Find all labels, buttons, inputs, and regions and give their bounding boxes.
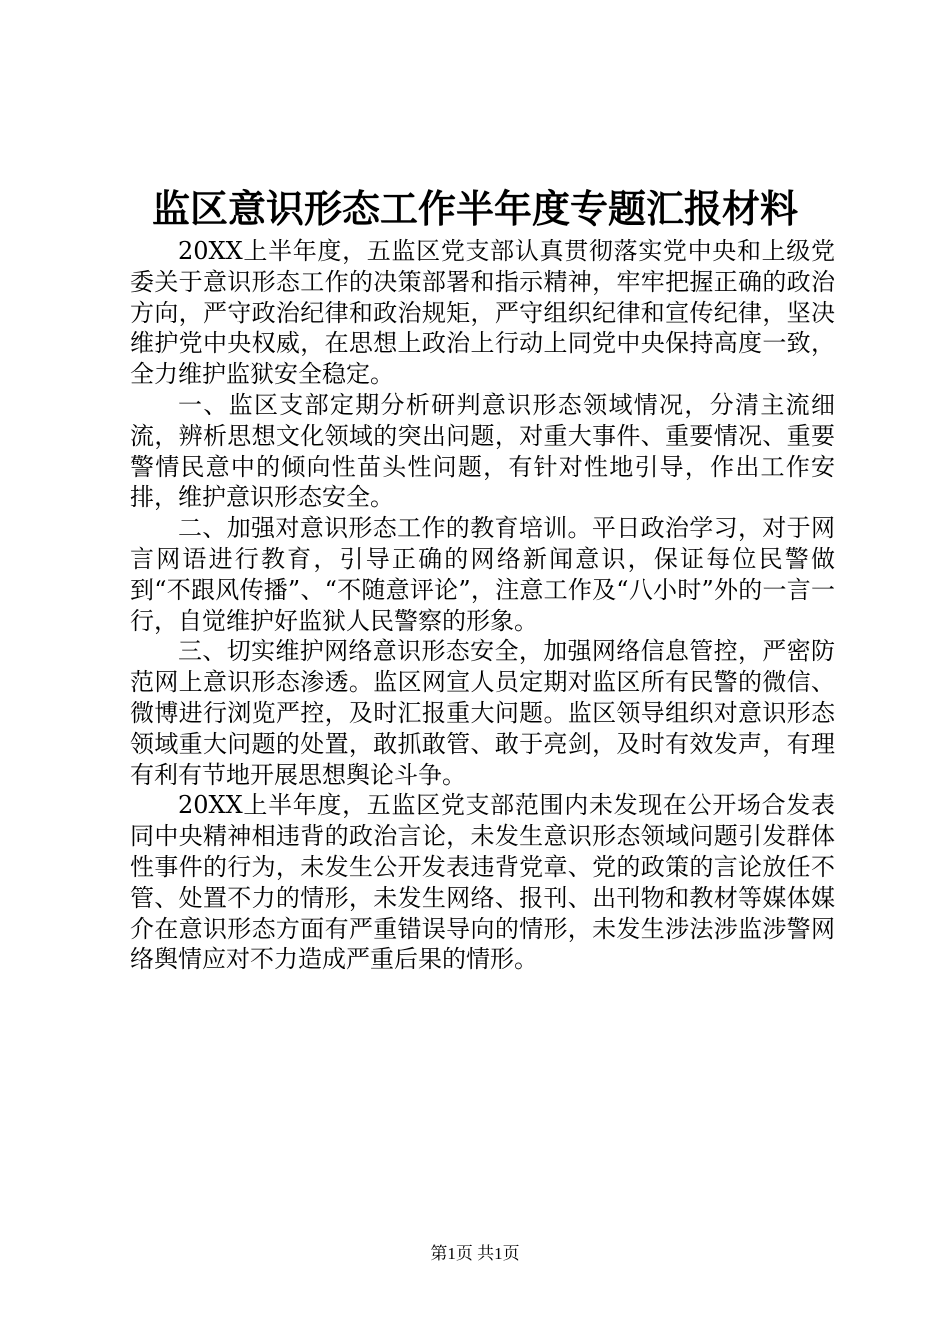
document-body	[130, 236, 835, 975]
document-title: 监区意识形态工作半年度专题汇报材料	[151, 186, 798, 231]
paragraph-point-three: 三、切实维护网络意识形态安全，加强网络信息管控，严密防范网上意识形态渗透。监区网宣人员定期对监区所有民警的微信、微博进行浏览严控，及时汇报重大问题。监区领导组织对意识形态领域重大问题的处置，敢抓敢管、敢于亮剑，及时有效发声，有理有利有节地开展思想舆论斗争。	[130, 637, 835, 789]
page-footer: 第1页 共1页	[430, 1244, 520, 1263]
paragraph-summary: 20XX上半年度，五监区党支部范围内未发现在公开场合发表同中央精神相违背的政治言论，未发生意识形态领域问题引发群体性事件的行为，未发生公开发表违背党章、党的政策的言论放任不管、处置不力的情形，未发生网络、报刊、出刊物和教材等媒体媒介在意识形态方面有严重错误导向的情形，未发生涉法涉监涉警网络舆情应对不力造成严重后果的情形。	[130, 791, 835, 974]
paragraph-intro: 20XX上半年度，五监区党支部认真贯彻落实党中央和上级党委关于意识形态工作的决策部署和指示精神，牢牢把握正确的政治方向，严守政治纪律和政治规矩，严守组织纪律和宣传纪律，坚决维护党中央权威，在思想上政治上行动上同党中央保持高度一致，全力维护监狱安全稳定。	[130, 237, 835, 389]
paragraph-point-one: 一、监区支部定期分析研判意识形态领域情况，分清主流细流，辨析思想文化领域的突出问题，对重大事件、重要情况、重要警情民意中的倾向性苗头性问题，有针对性地引导，作出工作安排，维护意识形态安全。	[130, 390, 835, 512]
paragraph-point-two: 二、加强对意识形态工作的教育培训。平日政治学习，对于网言网语进行教育，引导正确的网络新闻意识，保证每位民警做到“不跟风传播”、“不随意评论”，注意工作及“八小时”外的一言一行，自觉维护好监狱人民警察的形象。	[130, 514, 835, 635]
